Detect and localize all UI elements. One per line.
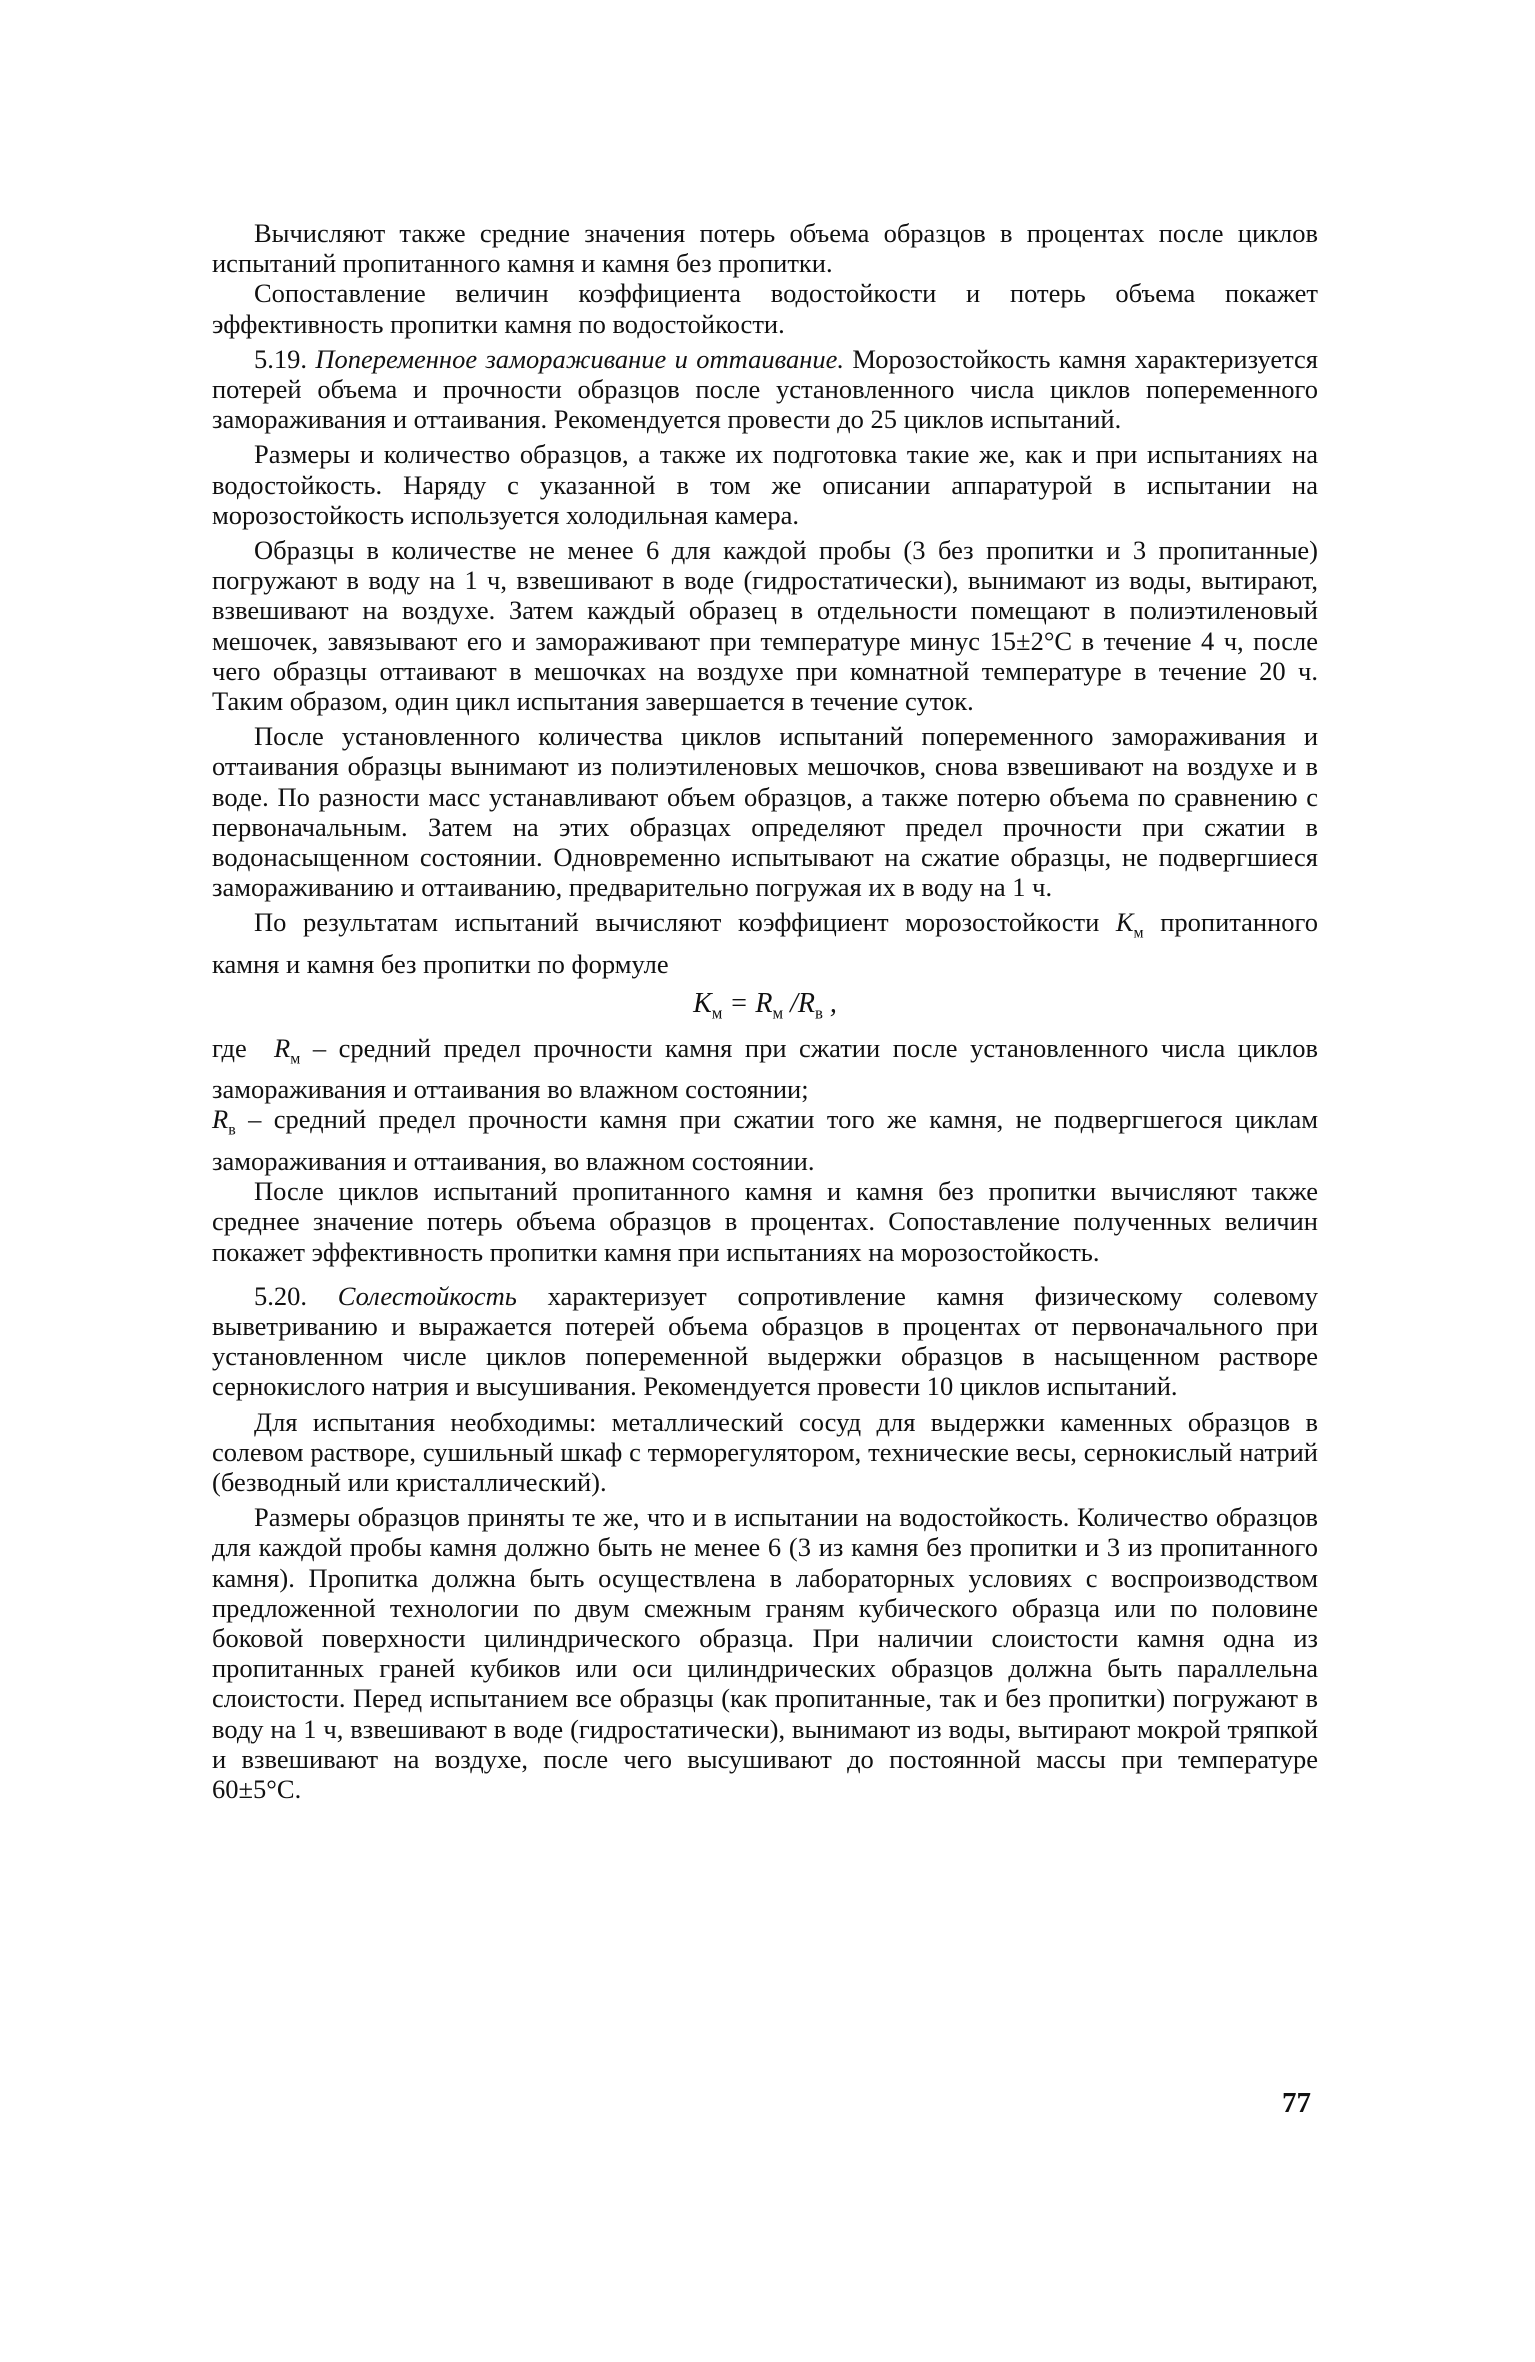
symbol-r-m: $R_м$ <box>274 1032 301 1068</box>
symbol-k: $K_м$ <box>1115 907 1144 942</box>
paragraph-after-cycles: После установленного количества циклов испытаний попеременного замораживания и оттаивания образцы вынимают из полиэтиленовых мешочков, снова взвешивают на воздухе и в воде. По разности масс устанавливают объем образцов, а также потерю объема по сравнению с первоначальным. Затем на этих образцах определяют предел прочности при сжатии в водонасыщенном состоянии. Одновременно испытывают на сжатие образцы, не подвергшиеся замораживанию и оттаиванию, предварительно погружая их в воду на 1 ч. <box>212 721 1318 903</box>
paragraph-frost-effectiveness: После циклов испытаний пропитанного камня и камня без пропитки вычисляют также среднее значение потерь объема образцов в процентах. Сопоставление полученных величин покажет эффективность пропитки камня при испытаниях на морозостойкость. <box>212 1176 1318 1267</box>
text-after-symbol: пропитанного камня и камня без пропитки по формуле <box>212 907 1318 979</box>
section-text: характеризует сопротивление камня физическому солевому выветриванию и выражается потерей объема образцов в процентах от первоначального при установленном числе циклов попеременной выдержки образцов в насыщенном растворе сернокислого натрия и высушивания. Рекомендуется провести 10 циклов испытаний. <box>212 1280 1318 1402</box>
text-before-symbol: По результатам испытаний вычисляют коэффициент морозостойкости <box>254 907 1100 938</box>
paragraph-samples-preparation: Размеры и количество образцов, а также их подготовка такие же, как и при испытаниях на водостойкость. Наряду с указанной в том же описании аппаратурой в испытании на морозостойкость используется холодильная камера. <box>212 439 1318 530</box>
page-number: 77 <box>1282 2087 1311 2119</box>
section-5-19 <box>212 344 1318 435</box>
section-text: Морозостойкость камня характеризуется потерей объема и прочности образцов после установленного числа циклов попеременного замораживания и оттаивания. Рекомендуется провести до 25 циклов испытаний. <box>212 343 1318 435</box>
paragraph-frost-coefficient <box>212 907 1318 979</box>
page-body <box>212 218 1318 1804</box>
paragraph-water-resistance-comparison: Сопоставление величин коэффициента водостойкости и потерь объема покажет эффективность пропитки камня по водостойкости. <box>212 278 1318 339</box>
where-r-m <box>212 1033 1318 1105</box>
section-number: 5.19. <box>254 343 307 374</box>
paragraph-volume-loss: Вычисляют также средние значения потерь объема образцов в процентах после циклов испытаний пропитанного камня и камня без пропитки. <box>212 218 1318 279</box>
where-r-v <box>212 1104 1318 1176</box>
formula-frost-coefficient: $K_м = R_м$ $/R_в$ , <box>693 988 837 1023</box>
paragraph-freezing-procedure: Образцы в количестве не менее 6 для каждой пробы (3 без пропитки и 3 пропитанные) погружают в воду на 1 ч, взвешивают в воде (гидростатически), вынимают из воды, вытирают, взвешивают на воздухе. Затем каждый образец в отдельности помещают в полиэтиленовый мешочек, завязывают его и замораживают при температуре минус 15±2°С в течение 4 ч, после чего образцы оттаивают в мешочках на воздухе при комнатной температуре в течение 20 ч. Таким образом, один цикл испытания завершается в течение суток. <box>212 535 1318 717</box>
paragraph-equipment: Для испытания необходимы: металлический сосуд для выдержки каменных образцов в солевом растворе, сушильный шкаф с терморегулятором, технические весы, сернокислый натрий (безводный или кристаллический). <box>212 1406 1318 1497</box>
where-r-v-text: – средний предел прочности камня при сжатии того же камня, не подвергшегося циклам замораживания и оттаивания, во влажном состоянии. <box>212 1104 1319 1176</box>
section-title: Солестойкость <box>337 1280 517 1311</box>
paragraph-sample-sizes: Размеры образцов приняты те же, что и в испытании на водостойкость. Количество образцов для каждой пробы камня должно быть не менее 6 (3 из камня без пропитки и 3 из пропитанного камня). Пропитка должна быть осуществлена в лабораторных условиях с воспроизводством предложенной технологии по двум смежным граням кубического образца или по половине боковой поверхности цилиндрического образца. При наличии слоистости камня одна из пропитанных граней кубиков или оси цилиндрических образцов должна быть параллельна слоистости. Перед испытанием все образцы (как пропитанные, так и без пропитки) погружают в воду на 1 ч, взвешивают в воде (гидростатически), вынимают из воды, вытирают мокрой тряпкой и взвешивают на воздухе, после чего высушивают до постоянной массы при температуре 60±5°С. <box>212 1502 1318 1805</box>
section-number: 5.20. <box>254 1280 307 1311</box>
symbol-r-v: $R_в$ <box>212 1104 236 1139</box>
section-5-20 <box>212 1281 1318 1402</box>
where-r-m-text: – средний предел прочности камня при сжатии после установленного числа циклов замораживания и оттаивания во влажном состоянии; <box>212 1032 1318 1105</box>
section-title: Попеременное замораживание и оттаивание. <box>315 343 844 374</box>
where-label: где <box>212 1032 247 1063</box>
